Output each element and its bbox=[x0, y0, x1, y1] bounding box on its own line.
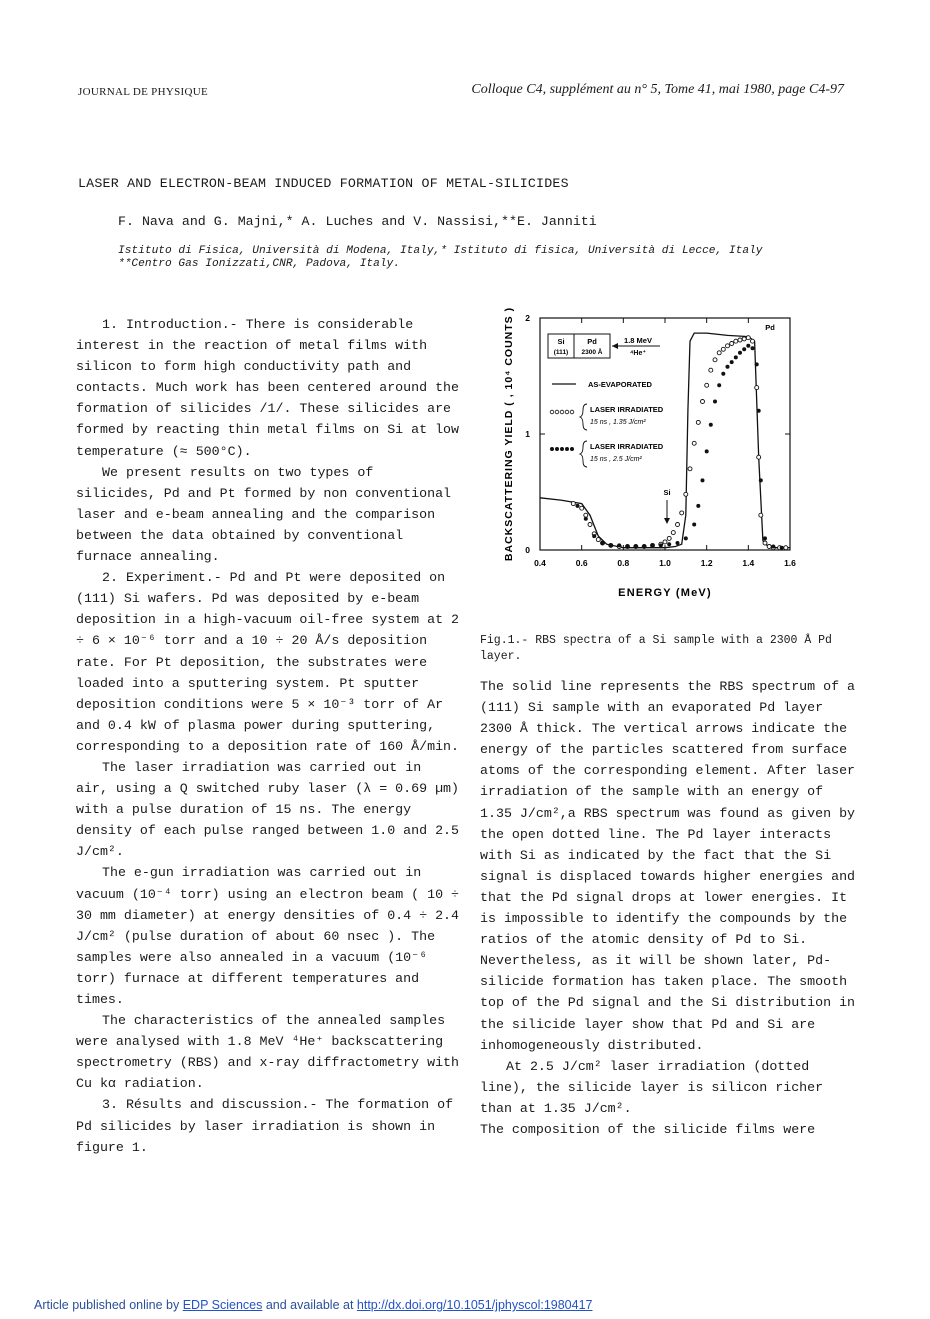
legend-open-mark bbox=[550, 410, 554, 414]
point-filled bbox=[721, 372, 725, 376]
x-tick-label: 1.4 bbox=[742, 558, 755, 568]
point-open bbox=[663, 540, 667, 544]
point-filled bbox=[757, 409, 761, 413]
series-as-evaporated-line bbox=[540, 333, 790, 548]
paragraph-laser: The laser irradiation was carried out in air, using a Q switched ruby laser (λ = 0.69 µm) with a pulse duration of 15 ns. The energy density of each pulse ranged between 1.0 and 2.5 J/cm². bbox=[76, 759, 460, 860]
legend-open-label: LASER IRRADIATED bbox=[590, 405, 664, 414]
article-title: LASER AND ELECTRON-BEAM INDUCED FORMATION OF METAL-SILICIDES bbox=[78, 176, 569, 191]
legend-open-mark bbox=[555, 410, 559, 414]
y-tick-label: 2 bbox=[525, 313, 530, 323]
legend-solid-label: AS-EVAPORATED bbox=[588, 380, 652, 389]
x-tick-label: 1.2 bbox=[700, 558, 713, 568]
point-open bbox=[721, 347, 725, 351]
legend-filled-mark bbox=[560, 447, 564, 451]
paragraph-characteristics: The characteristics of the annealed samples were analysed with 1.8 MeV ⁴He⁺ backscattering spectrometry (RBS) and x-ray diffractometry with Cu kα radiation. bbox=[76, 1013, 460, 1092]
legend-filled-brace bbox=[580, 441, 587, 467]
point-open bbox=[701, 400, 705, 404]
x-axis-label: ENERGY (MeV) bbox=[618, 587, 712, 599]
point-open bbox=[705, 383, 709, 387]
point-filled bbox=[609, 543, 613, 547]
x-tick-label: 1.6 bbox=[784, 558, 796, 568]
point-filled bbox=[692, 523, 696, 527]
point-filled bbox=[709, 423, 713, 427]
point-filled bbox=[659, 543, 663, 547]
figure-rbs-spectra bbox=[490, 300, 810, 610]
point-filled bbox=[576, 504, 580, 508]
paragraph-results: 3. Résults and discussion.- The formation of Pd silicides by laser irradiation is shown in figure 1. bbox=[76, 1097, 454, 1155]
point-filled bbox=[717, 383, 721, 387]
point-filled bbox=[584, 517, 588, 521]
point-open bbox=[726, 344, 730, 348]
point-filled bbox=[634, 545, 638, 549]
x-tick-label: 0.6 bbox=[575, 558, 588, 568]
inset-si-label: Si bbox=[557, 337, 565, 346]
inset-pd-label: Pd bbox=[587, 337, 597, 346]
issue-info: Colloque C4, supplément au n° 5, Tome 41, mai 1980, page C4-97 bbox=[471, 82, 844, 97]
point-filled bbox=[651, 543, 655, 547]
point-open bbox=[713, 358, 717, 362]
x-tick-label: 0.4 bbox=[534, 558, 546, 568]
point-open bbox=[730, 342, 734, 346]
legend bbox=[550, 380, 664, 467]
publisher-link[interactable]: EDP Sciences bbox=[182, 1298, 263, 1312]
point-filled bbox=[759, 478, 763, 482]
affiliation-line-2: **Centro Gas Ionizzati,CNR, Padova, Italy. bbox=[118, 258, 400, 270]
plot-frame bbox=[540, 318, 790, 550]
inset-beam-arrow-icon bbox=[612, 343, 618, 349]
point-filled bbox=[730, 360, 734, 364]
point-filled bbox=[755, 362, 759, 366]
point-filled bbox=[592, 534, 596, 538]
affiliation-line-1: Istituto di Fisica, Università di Modena, Italy,* Istituto di fisica, Università di Lecce, Italy bbox=[118, 245, 763, 257]
arrow-label-si: Si bbox=[663, 488, 671, 497]
journal-name: JOURNAL DE PHYSIQUE bbox=[78, 86, 208, 98]
point-open bbox=[742, 337, 746, 341]
x-tick-label: 1.0 bbox=[659, 558, 671, 568]
point-filled bbox=[780, 546, 784, 550]
point-filled bbox=[626, 545, 630, 549]
point-filled bbox=[763, 536, 767, 540]
point-open bbox=[596, 538, 600, 542]
point-filled bbox=[617, 543, 621, 547]
point-open bbox=[757, 455, 761, 459]
point-filled bbox=[705, 449, 709, 453]
paragraph-egun: The e-gun irradiation was carried out in vacuum (10⁻⁴ torr) using an electron beam ( 10 ÷ 30 mm diameter) at energy densities of 0.4 ÷ 2.4 J/cm² (pulse duration of about 60 nsec ). The samples were also annealed in a vacuum (10⁻⁶ torr) furnace at different temperatures and times. bbox=[76, 865, 460, 1007]
legend-open-brace bbox=[580, 404, 587, 430]
figure-caption: Fig.1.- RBS spectra of a Si sample with a 2300 Å Pd layer. bbox=[480, 634, 832, 663]
inset-si-orient: (111) bbox=[553, 349, 569, 356]
point-open bbox=[763, 541, 767, 545]
legend-filled-sub: 15 ns , 2.5 J/cm² bbox=[590, 456, 642, 463]
legend-open-mark bbox=[560, 410, 564, 414]
point-filled bbox=[684, 536, 688, 540]
point-open bbox=[709, 368, 713, 372]
point-open bbox=[676, 523, 680, 527]
point-open bbox=[734, 339, 738, 343]
inset-energy: 1.8 MeV bbox=[624, 336, 652, 345]
point-filled bbox=[746, 344, 750, 348]
legend-open-mark bbox=[565, 410, 569, 414]
point-filled bbox=[676, 541, 680, 545]
point-open bbox=[680, 511, 684, 515]
paragraph-composition: The composition of the silicide films were bbox=[480, 1121, 816, 1137]
legend-open-mark bbox=[570, 410, 574, 414]
point-open bbox=[755, 386, 759, 390]
point-filled bbox=[701, 478, 705, 482]
paragraph-laser-2-5: At 2.5 J/cm² laser irradiation (dotted line), the silicide layer is silicon richer than at 1.35 J/cm². bbox=[480, 1058, 824, 1116]
point-open bbox=[746, 336, 750, 340]
point-open bbox=[784, 546, 788, 550]
arrow-si-icon bbox=[664, 518, 670, 524]
point-filled bbox=[642, 545, 646, 549]
legend-open-sub: 15 ns , 1.35 J/cm² bbox=[590, 419, 646, 426]
footer-prefix: Article published online by bbox=[34, 1298, 183, 1312]
point-open bbox=[696, 420, 700, 424]
point-open bbox=[667, 536, 671, 540]
legend-filled-mark bbox=[565, 447, 569, 451]
y-axis-label: BACKSCATTERING YIELD ( , 10⁴ COUNTS ) bbox=[503, 306, 515, 562]
point-open bbox=[571, 502, 575, 506]
footer bbox=[34, 1298, 592, 1312]
inset-ion: ⁴He⁺ bbox=[629, 350, 647, 357]
point-filled bbox=[696, 504, 700, 508]
point-open bbox=[759, 513, 763, 517]
point-open bbox=[767, 545, 771, 549]
point-filled bbox=[738, 351, 742, 355]
paragraph-introduction: 1. Introduction.- There is considerable interest in the reaction of metal films with silicon to form high conductivity path and contacts. Much work has been centered around the formation of silicides /1/. These silicides are formed by reacting thin metal films on Si at low temperature (≈ 500°C). bbox=[76, 317, 460, 459]
point-open bbox=[688, 467, 692, 471]
authors: F. Nava and G. Majni,* A. Luches and V. Nassisi,**E. Janniti bbox=[118, 214, 597, 229]
point-open bbox=[580, 506, 584, 510]
legend-filled-label: LASER IRRADIATED bbox=[590, 442, 664, 451]
point-filled bbox=[667, 542, 671, 546]
legend-filled-mark bbox=[555, 447, 559, 451]
paragraph-experiment: 2. Experiment.- Pd and Pt were deposited on (111) Si wafers. Pd was deposited by e-beam deposition in a high-vacuum oil-free system at 2 ÷ 6 × 10⁻⁶ torr and a 10 ÷ 20 Å/s deposition rate. For Pt deposition, the substrates were loaded into a sputtering system. Pt sputter deposition conditions were 5 × 10⁻³ torr of Ar and 0.4 kW of plasma power during sputtering, corresponding to a deposition rate of 160 Å/min. bbox=[76, 570, 460, 754]
paragraph-present-results: We present results on two types of silicides, Pd and Pt formed by non conventional laser and e-beam annealing and the comparison between the data obtained by conventional furnace annealing. bbox=[76, 464, 452, 565]
legend-filled-mark bbox=[570, 447, 574, 451]
point-open bbox=[751, 339, 755, 343]
legend-filled-mark bbox=[550, 447, 554, 451]
affiliations bbox=[118, 245, 763, 271]
doi-link[interactable]: http://dx.doi.org/10.1051/jphyscol:1980417 bbox=[356, 1298, 593, 1312]
arrow-label-pd: Pd bbox=[765, 323, 775, 332]
left-column bbox=[76, 314, 461, 1158]
inset-schematic bbox=[548, 334, 660, 358]
y-tick-label: 1 bbox=[525, 429, 530, 439]
point-open bbox=[738, 338, 742, 342]
inset-pd-thick: 2300 Å bbox=[581, 349, 603, 356]
point-open bbox=[692, 441, 696, 445]
point-filled bbox=[751, 346, 755, 350]
point-filled bbox=[734, 355, 738, 359]
right-column bbox=[480, 676, 860, 1140]
point-open bbox=[671, 531, 675, 535]
y-tick-label: 0 bbox=[525, 545, 530, 555]
point-open bbox=[588, 523, 592, 527]
point-filled bbox=[771, 545, 775, 549]
paragraph-rbs-description: The solid line represents the RBS spectrum of a (111) Si sample with an evaporated Pd layer 2300 Å thick. The vertical arrows indicate the energy of the particles scattered from surface atoms of the corresponding element. After laser irradiation of the sample with an energy of 1.35 J/cm²,a RBS spectrum was found as given by the open dotted line. The Pd layer interacts with Si as indicated by the fact that the Si signal is displaced towards higher energies and that the Pd signal drops at lower energies. It is impossible to identify the compounds by the ratios of the atomic density of Pd to Si. Nevertheless, as it will be shown later, Pd-silicide formation has taken place. The smooth top of the Pd signal and the Si distribution in the silicide layer show that Pd and Si are inhomogeneously distributed. bbox=[480, 679, 856, 1053]
point-filled bbox=[713, 400, 717, 404]
point-open bbox=[717, 351, 721, 355]
footer-middle: and available at bbox=[262, 1298, 357, 1312]
point-filled bbox=[601, 541, 605, 545]
point-filled bbox=[742, 347, 746, 351]
point-open bbox=[684, 492, 688, 496]
point-filled bbox=[726, 365, 730, 369]
point-open bbox=[584, 513, 588, 517]
x-tick-label: 0.8 bbox=[617, 558, 630, 568]
